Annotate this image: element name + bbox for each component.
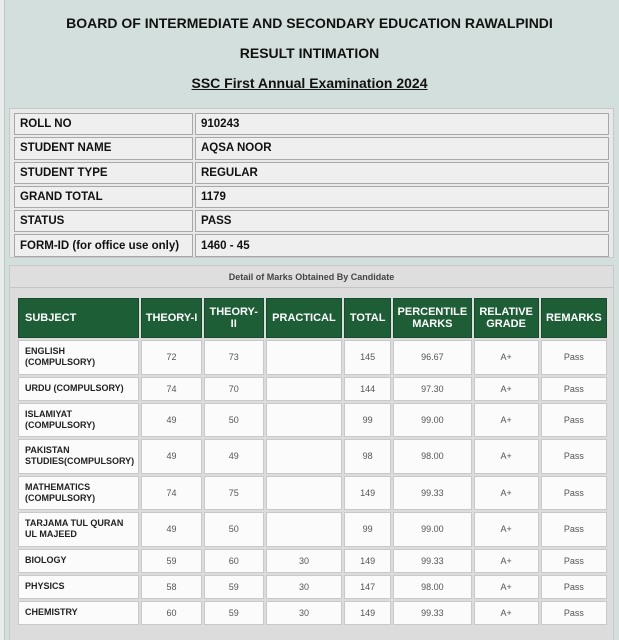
subject-cell: PAKISTAN STUDIES(COMPULSORY) xyxy=(18,439,139,474)
theory-2-cell: 59 xyxy=(204,601,264,625)
grade-cell: A+ xyxy=(474,340,539,375)
info-value: 1179 xyxy=(195,186,609,208)
col-header-theory-1: THEORY-I xyxy=(141,298,201,338)
theory-1-cell: 60 xyxy=(141,601,201,625)
col-header-subject: SUBJECT xyxy=(18,298,139,338)
percentile-cell: 97.30 xyxy=(393,377,471,401)
info-label: STUDENT TYPE xyxy=(14,162,193,184)
theory-1-cell: 74 xyxy=(141,377,201,401)
theory-1-cell: 74 xyxy=(141,476,201,511)
practical-cell xyxy=(266,403,342,438)
percentile-cell: 99.00 xyxy=(393,512,471,547)
total-cell: 147 xyxy=(344,575,391,599)
table-row xyxy=(18,439,607,474)
remarks-cell: Pass xyxy=(541,403,607,438)
practical-cell xyxy=(266,377,342,401)
percentile-cell: 99.33 xyxy=(393,549,471,573)
subject-cell: PHYSICS xyxy=(18,575,139,599)
practical-cell xyxy=(266,340,342,375)
table-row xyxy=(18,403,607,438)
info-value: REGULAR xyxy=(195,162,609,184)
theory-2-cell: 50 xyxy=(204,512,264,547)
total-cell: 149 xyxy=(344,476,391,511)
info-label: FORM-ID (for office use only) xyxy=(14,234,193,256)
percentile-cell: 99.33 xyxy=(393,476,471,511)
col-header-total: TOTAL xyxy=(344,298,391,338)
percentile-cell: 99.00 xyxy=(393,403,471,438)
grade-cell: A+ xyxy=(474,512,539,547)
exam-title: SSC First Annual Examination 2024 xyxy=(191,75,428,91)
subject-cell: BIOLOGY xyxy=(18,549,139,573)
remarks-cell: Pass xyxy=(541,575,607,599)
theory-2-cell: 60 xyxy=(204,549,264,573)
grade-cell: A+ xyxy=(474,601,539,625)
theory-2-cell: 73 xyxy=(204,340,264,375)
total-cell: 98 xyxy=(344,439,391,474)
subject-cell: MATHEMATICS (COMPULSORY) xyxy=(18,476,139,511)
table-row xyxy=(18,476,607,511)
theory-1-cell: 58 xyxy=(141,575,201,599)
grade-cell: A+ xyxy=(474,439,539,474)
grade-cell: A+ xyxy=(474,575,539,599)
info-row-roll-no xyxy=(13,112,610,136)
total-cell: 99 xyxy=(344,403,391,438)
theory-1-cell: 49 xyxy=(141,439,201,474)
info-row-form-id xyxy=(13,233,610,257)
info-label: STATUS xyxy=(14,210,193,232)
info-row-student-type xyxy=(13,161,610,185)
table-row xyxy=(18,512,607,547)
remarks-cell: Pass xyxy=(541,601,607,625)
page-left-border xyxy=(0,0,5,640)
col-header-practical: PRACTICAL xyxy=(266,298,342,338)
page-title: RESULT INTIMATION xyxy=(239,45,380,61)
marks-panel xyxy=(9,265,614,640)
remarks-cell: Pass xyxy=(541,439,607,474)
marks-caption: Detail of Marks Obtained By Candidate xyxy=(10,266,613,288)
info-value: PASS xyxy=(195,210,609,232)
subject-cell: ENGLISH (COMPULSORY) xyxy=(18,340,139,375)
theory-1-cell: 49 xyxy=(141,512,201,547)
info-row-grand-total xyxy=(13,185,610,209)
remarks-cell: Pass xyxy=(541,476,607,511)
total-cell: 145 xyxy=(344,340,391,375)
percentile-cell: 99.33 xyxy=(393,601,471,625)
info-value: 910243 xyxy=(195,113,609,135)
result-header xyxy=(0,0,619,107)
subject-cell: ISLAMIYAT (COMPULSORY) xyxy=(18,403,139,438)
grade-cell: A+ xyxy=(474,476,539,511)
practical-cell xyxy=(266,512,342,547)
col-header-grade: RELATIVE GRADE xyxy=(474,298,539,338)
theory-2-cell: 49 xyxy=(204,439,264,474)
col-header-percentile: PERCENTILE MARKS xyxy=(393,298,471,338)
subject-cell: CHEMISTRY xyxy=(18,601,139,625)
theory-2-cell: 75 xyxy=(204,476,264,511)
student-info-panel xyxy=(9,108,614,258)
grade-cell: A+ xyxy=(474,549,539,573)
practical-cell xyxy=(266,476,342,511)
col-header-remarks: REMARKS xyxy=(541,298,607,338)
remarks-cell: Pass xyxy=(541,377,607,401)
practical-cell: 30 xyxy=(266,549,342,573)
info-label: GRAND TOTAL xyxy=(14,186,193,208)
col-header-theory-2: THEORY-II xyxy=(204,298,264,338)
percentile-cell: 96.67 xyxy=(393,340,471,375)
table-row xyxy=(18,377,607,401)
info-value: AQSA NOOR xyxy=(195,137,609,159)
remarks-cell: Pass xyxy=(541,340,607,375)
percentile-cell: 98.00 xyxy=(393,575,471,599)
theory-1-cell: 59 xyxy=(141,549,201,573)
info-row-student-name xyxy=(13,136,610,160)
grade-cell: A+ xyxy=(474,403,539,438)
info-row-status xyxy=(13,209,610,233)
table-row xyxy=(18,549,607,573)
total-cell: 144 xyxy=(344,377,391,401)
practical-cell: 30 xyxy=(266,601,342,625)
theory-1-cell: 72 xyxy=(141,340,201,375)
practical-cell xyxy=(266,439,342,474)
grade-cell: A+ xyxy=(474,377,539,401)
info-value: 1460 - 45 xyxy=(195,234,609,256)
info-label: ROLL NO xyxy=(14,113,193,135)
table-row xyxy=(18,601,607,625)
total-cell: 149 xyxy=(344,549,391,573)
remarks-cell: Pass xyxy=(541,512,607,547)
subject-cell: TARJAMA TUL QURAN UL MAJEED xyxy=(18,512,139,547)
theory-1-cell: 49 xyxy=(141,403,201,438)
remarks-cell: Pass xyxy=(541,549,607,573)
practical-cell: 30 xyxy=(266,575,342,599)
subject-cell: URDU (COMPULSORY) xyxy=(18,377,139,401)
marks-table xyxy=(16,296,609,627)
marks-header-row xyxy=(18,298,607,338)
total-cell: 149 xyxy=(344,601,391,625)
board-name: BOARD OF INTERMEDIATE AND SECONDARY EDUCATION RAWALPINDI xyxy=(66,15,553,31)
theory-2-cell: 50 xyxy=(204,403,264,438)
total-cell: 99 xyxy=(344,512,391,547)
table-row xyxy=(18,340,607,375)
table-row xyxy=(18,575,607,599)
theory-2-cell: 70 xyxy=(204,377,264,401)
theory-2-cell: 59 xyxy=(204,575,264,599)
percentile-cell: 98.00 xyxy=(393,439,471,474)
info-label: STUDENT NAME xyxy=(14,137,193,159)
